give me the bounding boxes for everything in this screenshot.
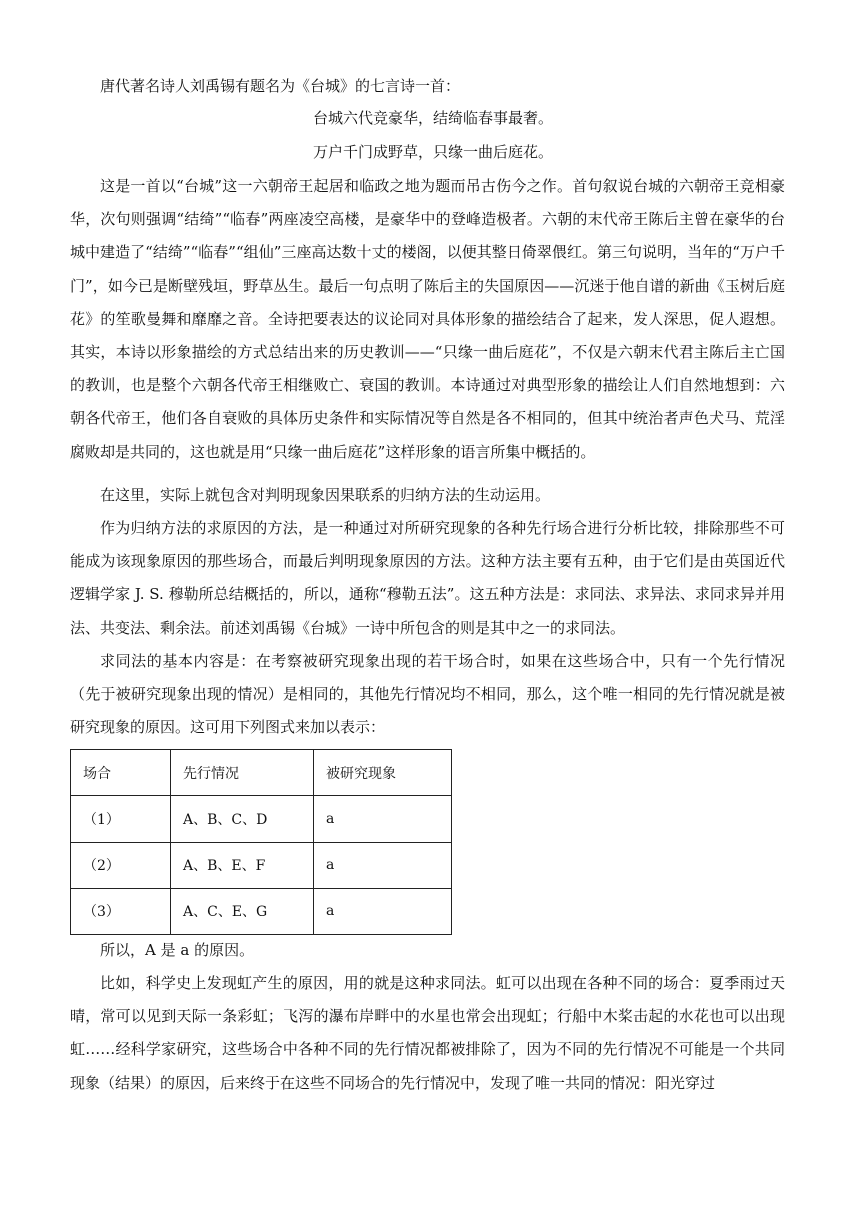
table-header-row — [71, 750, 452, 796]
conclusion-paragraph: 所以，A 是 a 的原因。 — [100, 941, 255, 959]
table-cell: a — [314, 888, 452, 934]
table-cell: A、B、C、D — [171, 796, 314, 842]
table-cell: a — [314, 796, 452, 842]
table-header-cell: 被研究现象 — [314, 750, 452, 796]
table-row — [71, 888, 452, 934]
intro-paragraph: 唐代著名诗人刘禹锡有题名为《台城》的七言诗一首： — [100, 77, 461, 95]
analysis-paragraph: 这是一首以“台城”这一六朝帝王起居和临政之地为题而吊古伤今之作。首句叙说台城的六朝帝王竞相豪华，次句则强调“结绮”“临春”两座凌空高楼，是豪华中的登峰造极者。六朝的末代帝王陈后主曾在豪华的台城中建造了“结绮”“临春”“组仙”三座高达数十丈的楼阁，以便其整日倚翠偎红。第三句说明，当年的“万户千门”，如今已是断壁残垣，野草丛生。最后一句点明了陈后主的失国原因——沉迷于他自谱的新曲《玉树后庭花》的笙歌曼舞和靡靡之音。全诗把要表达的议论同对具体形象的描绘结合了起来，发人深思，促人遐想。其实，本诗以形象描绘的方式总结出来的历史教训——“只缘一曲后庭花”，不仅是六朝末代君主陈后主亡国的教训，也是整个六朝各代帝王相继败亡、衰国的教训。本诗通过对典型形象的描绘让人们自然地想到：六朝各代帝王，他们各自衰败的具体历史条件和实际情况等自然是各不相同的，但其中统治者声色犬马、荒淫腐败却是共同的，这也就是用“只缘一曲后庭花”这样形象的语言所集中概括的。 — [70, 177, 785, 461]
agreement-method-table — [70, 749, 452, 935]
methods-paragraph: 作为归纳方法的求原因的方法，是一种通过对所研究现象的各种先行场合进行分析比较，排除那些不可能成为该现象原因的那些场合，而最后判明现象原因的方法。这种方法主要有五种，由于它们是由英国近代逻辑学家 J. S. 穆勒所总结概括的，所以，通称“穆勒五法”。这五种方法是：求同法、求异法、求同求异并用法、共变法、剩余法。前述刘禹锡《台城》一诗中所包含的则是其中之一的求同法。 — [70, 519, 785, 637]
table-header-cell: 先行情况 — [171, 750, 314, 796]
table-cell: a — [314, 842, 452, 888]
table-cell: A、C、E、G — [171, 888, 314, 934]
table-cell: A、B、E、F — [171, 842, 314, 888]
table-cell: （1） — [71, 796, 171, 842]
table-cell: （3） — [71, 888, 171, 934]
table-header-cell: 场合 — [71, 750, 171, 796]
poem-line-2: 万户千门成野草，只缘一曲后庭花。 — [313, 143, 554, 161]
table-cell: （2） — [71, 842, 171, 888]
table-row — [71, 796, 452, 842]
poem-line-1: 台城六代竞豪华，结绮临春事最奢。 — [313, 109, 554, 127]
table-row — [71, 842, 452, 888]
rainbow-paragraph: 比如，科学史上发现虹产生的原因，用的就是这种求同法。虹可以出现在各种不同的场合：夏季雨过天晴，常可以见到天际一条彩虹；飞泻的瀑布岸畔中的水星也常会出现虹；行船中木桨击起的水花也可以出现虹……经科学家研究，这些场合中各种不同的先行情况都被排除了，因为不同的先行情况不可能是一个共同现象（结果）的原因，后来终于在这些不同场合的先行情况中，发现了唯一共同的情况：阳光穿过 — [70, 974, 785, 1092]
induction-paragraph: 在这里，实际上就包含对判明现象因果联系的归纳方法的生动运用。 — [100, 486, 551, 504]
agreement-method-paragraph: 求同法的基本内容是：在考察被研究现象出现的若干场合时，如果在这些场合中，只有一个先行情况（先于被研究现象出现的情况）是相同的，其他先行情况均不相同，那么，这个唯一相同的先行情况就是被研究现象的原因。这可用下列图式来加以表示： — [70, 652, 785, 737]
